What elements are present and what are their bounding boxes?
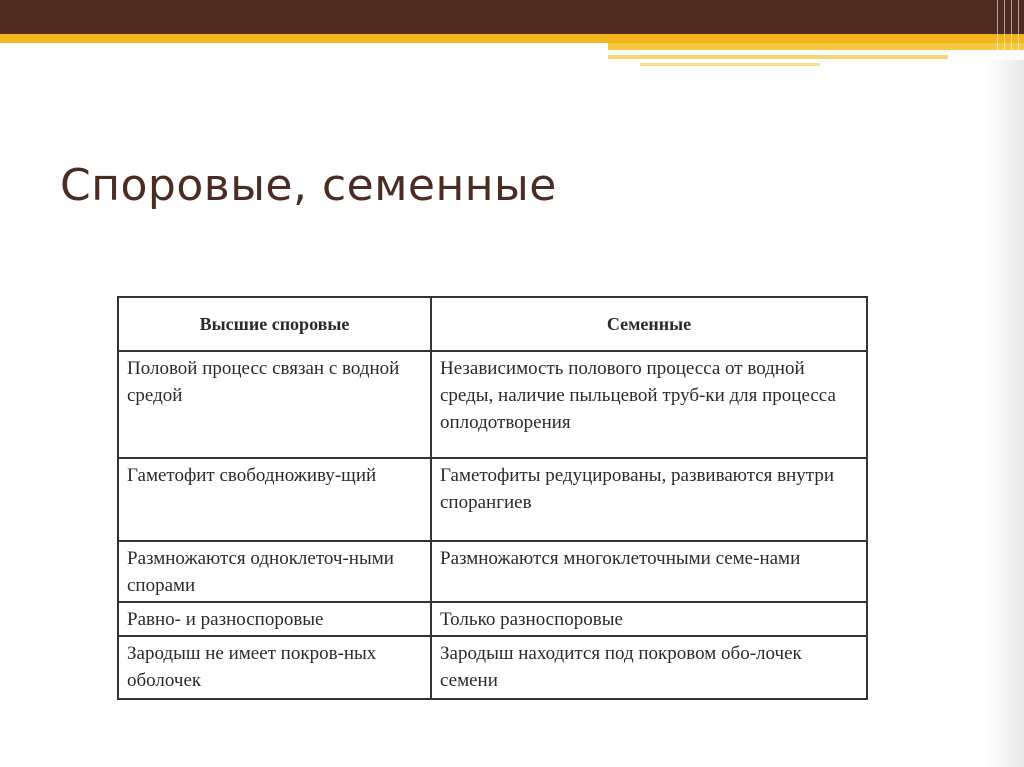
comparison-table — [117, 296, 868, 700]
table-row — [118, 458, 867, 541]
table-cell: Независимость полового процесса от водной среды, наличие пыльцевой труб-ки для процесса оплодотворения — [431, 351, 867, 458]
gold-decor-stripe-thin — [608, 55, 948, 59]
table-cell: Зародыш находится под покровом обо-лочек семени — [431, 636, 867, 699]
table-cell: Гаметофит свободноживу-щий — [118, 458, 431, 541]
table-cell: Гаметофиты редуцированы, развиваются внутри спорангиев — [431, 458, 867, 541]
table-row — [118, 541, 867, 602]
table-cell: Половой процесс связан с водной средой — [118, 351, 431, 458]
gold-decor-stripe — [0, 34, 1024, 43]
gold-decor-stripe-thinnest — [640, 63, 820, 66]
table-row — [118, 602, 867, 636]
corner-line-decor — [994, 0, 1024, 60]
page-edge-shadow — [986, 60, 1024, 767]
table-cell: Размножаются многоклеточными семе-нами — [431, 541, 867, 602]
gold-decor-stripe-secondary — [608, 43, 1024, 50]
table-header-row — [118, 297, 867, 351]
column-header-seed: Семенные — [431, 297, 867, 351]
column-header-spore: Высшие споровые — [118, 297, 431, 351]
table-cell: Зародыш не имеет покров-ных оболочек — [118, 636, 431, 699]
table-cell: Только разноспоровые — [431, 602, 867, 636]
table-cell: Размножаются одноклеточ-ными спорами — [118, 541, 431, 602]
table-row — [118, 351, 867, 458]
top-decor-band — [0, 0, 1024, 34]
table-cell: Равно- и разноспоровые — [118, 602, 431, 636]
table-row — [118, 636, 867, 699]
slide-title: Споровые, семенные — [60, 160, 557, 211]
